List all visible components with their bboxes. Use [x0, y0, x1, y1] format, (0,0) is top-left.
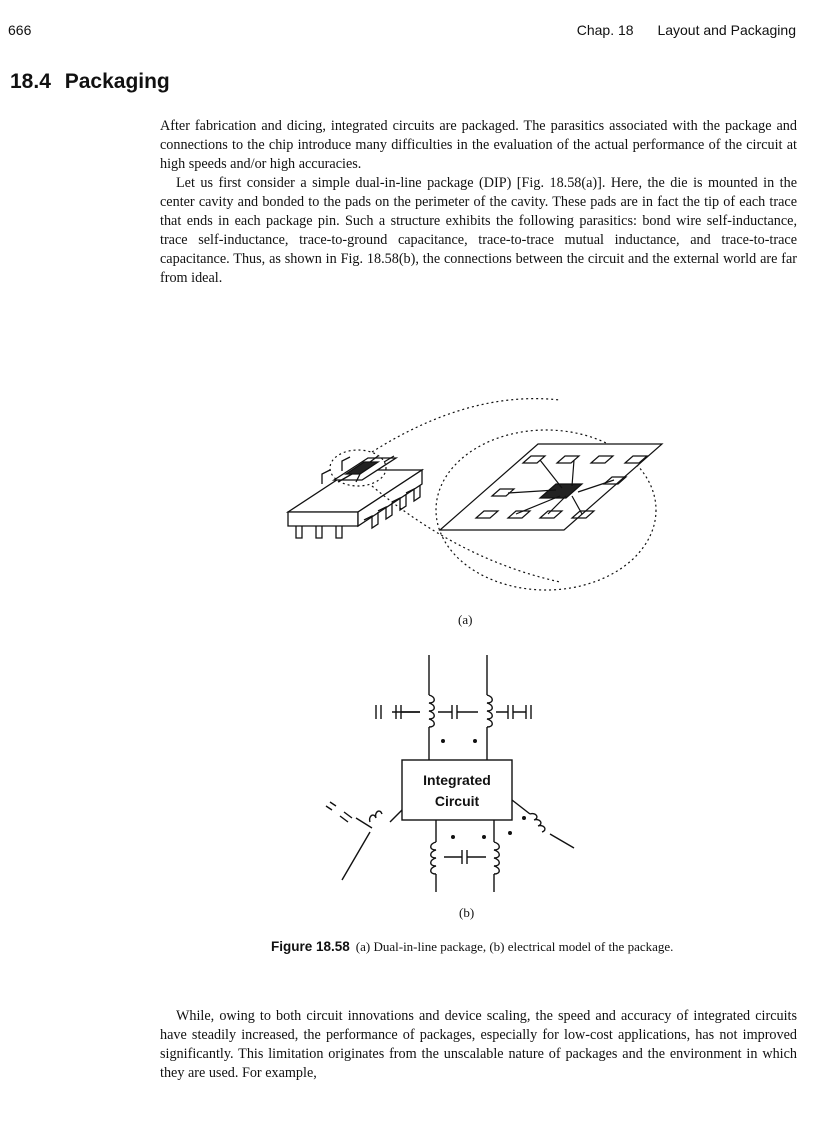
section-number: 18.4	[10, 70, 51, 93]
dip-package-illustration	[288, 456, 422, 538]
paragraph-1: After fabrication and dicing, integrated circuits are packaged. The parasitics associated with the package and connections to the chip introduce many difficulties in the evaluation of the actual performance of the circuit at high speeds and/or high accuracies.	[160, 118, 797, 172]
paragraph-3: While, owing to both circuit innovations and device scaling, the speed and accuracy of integrated circuits have steadily increased, the performance of packages, especially for low-cost applications, has not improved significantly. This limitation originates from the unscalable nature of packages and the environment in which they are used. For example,	[160, 1008, 797, 1081]
section-title-text: Packaging	[64, 70, 170, 93]
figure-sublabel-a: (a)	[458, 612, 473, 627]
ic-label-line-2: Circuit	[434, 793, 480, 809]
integrated-circuit-label	[402, 770, 512, 812]
figure-caption-number: Figure 18.58	[271, 939, 350, 954]
page-number: 666	[8, 22, 32, 38]
ic-label-line-1: Integrated	[423, 772, 491, 788]
running-head-chapter: Chap. 18	[576, 22, 634, 38]
figure-sublabel-b: (b)	[459, 905, 475, 920]
running-head-title: Layout and Packaging	[657, 22, 796, 38]
figure-caption-text: (a) Dual-in-line package, (b) electrical model of the package.	[355, 939, 674, 954]
figure-caption	[271, 936, 751, 957]
paragraph-2: Let us first consider a simple dual-in-line package (DIP) [Fig. 18.58(a)]. Here, the die is mounted in the center cavity and bonded to the pads on the perimeter of the cavity. These pads are in fact the tip of each trace that ends in each package pin. Such a structure exhibits the following parasitics: bond wire self-inductance, trace self-inductance, trace-to-ground capacitance, trace-to-trace mutual inductance, and trace-to-trace capacitance. Thus, as shown in Fig. 18.58(b), the connections between the circuit and the external world are far from ideal.	[160, 175, 797, 286]
